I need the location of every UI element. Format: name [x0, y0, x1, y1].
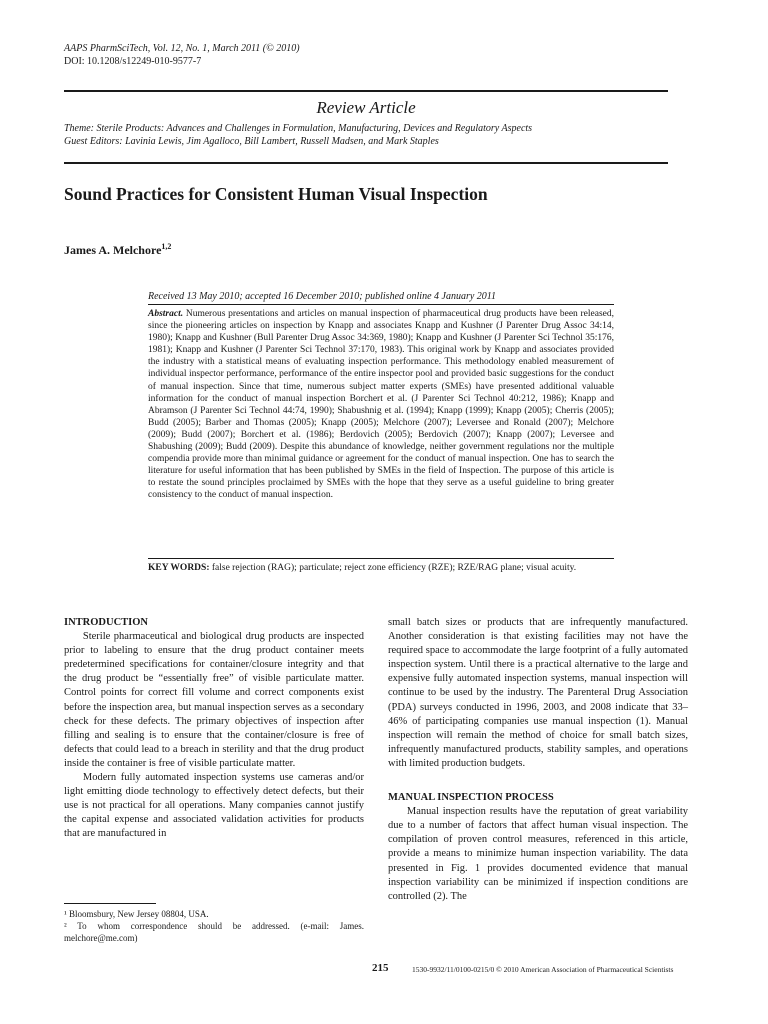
theme-line: Theme: Sterile Products: Advances and Challenges in Formulation, Manufacturing, Devices and Regulatory Aspects: [64, 123, 533, 134]
intro-paragraph-1: Sterile pharmaceutical and biological drug products are inspected prior to labeling to ensure that the drug product container meets predetermined specifications for container/closure integrity and that the drug product be “essentially free” of visible particulate matter. Control points for correct fill volume and correct components exist before the inspection area, but manual inspection serves as a secondary check for these defects. The primary objectives of inspection after filling and sealing is to ensure that the container/closure is free of defects that could lead to a breach in sterility and that the drug product inside the container is free of visible particulate matter.: [64, 631, 364, 769]
author-affiliations: 1,2: [161, 242, 172, 251]
right-column: [388, 616, 688, 904]
received-dates: Received 13 May 2010; accepted 16 December 2010; published online 4 January 2011: [148, 291, 497, 302]
abstract-top-rule: [148, 304, 614, 305]
article-type: Review Article: [316, 98, 416, 117]
author-name: James A. Melchore: [64, 243, 162, 257]
page-number: 215: [372, 962, 389, 974]
left-column: [64, 616, 364, 842]
theme-block: [64, 122, 532, 148]
footnote-rule: [64, 903, 156, 904]
paper-title: Sound Practices for Consistent Human Visual Inspection: [64, 184, 488, 204]
manual-inspection-heading: MANUAL INSPECTION PROCESS: [388, 792, 554, 804]
footnote-2: ² To whom correspondence should be addressed. (e-mail: James. melchore@me.com): [64, 921, 364, 943]
header-top-rule: [64, 90, 668, 92]
abstract: [148, 308, 614, 502]
abstract-text: Numerous presentations and articles on manual inspection of pharmaceutical drug products have been released, since the pioneering articles on inspection by Knapp and associates Knapp and Kushner (J Parenter Drug Assoc 34:14, 1980); Knapp and Kushner (Bull Parenter Drug Assoc 34:369, 1980); Knapp and Kushner (J Parenter Sci Technol 35:176, 1981); Knapp and Kushner (J Parenter Sci Technol 37:170, 1983). This original work by Knapp and associates provided the industry with a statistical means of evaluating inspection performance. This methodology enabled measurement of individual inspector performance, performance of the entire inspector pool and provided basic suggestions for the conduct of manual inspection. Since that time, numerous subject matter experts (SMEs) have presented additional valuable information for the conduct of manual inspection Borchert et al. (J Parenter Sci Technol 40:212, 1986); Knapp and Abramson (J Parenter Sci Technol 44:74, 1990); Shabushnig et al. (1994); Knapp (1999); Knapp (2005); Cherris (2005); Budd (2005); Barber and Thomas (2005); Knapp (2005); Melchore (2007); Leversee and Ronald (2007); Melchore (2009); Budd (2007); Borchert et al. (1986); Berdovich (2005); Berdovich (2007); Knapp (2007); Leversee and Shabushing (2009); Budd (2009). Despite this abundance of knowledge, neither government regulations nor the multiple compendia provide more than minimal guidance or agreement for the conduct of manual inspection. One has to search the literature for useful information that has been published by SMEs in the field of Inspection. The purpose of this article is to restate the sound principles proclaimed by SMEs with the hope that they serve as a useful guideline to bring greater consistency to the conduct of manual inspection.: [148, 309, 615, 501]
issn-copyright: 1530-9932/11/0100-0215/0 © 2010 American Association of Pharmaceutical Scientists: [412, 965, 674, 974]
doi[interactable]: DOI: 10.1208/s12249-010-9577-7: [64, 56, 202, 67]
intro-paragraph-2: Modern fully automated inspection systems use cameras and/or light emitting diode technology to effectively detect defects, but their use is not practical for all operations. Many companies cannot justify the capital expense and associated validation activities for products that are manufactured in: [64, 772, 364, 840]
journal-header: [64, 42, 300, 68]
keywords: [148, 562, 614, 574]
footnotes: [64, 908, 364, 944]
abstract-bottom-rule: [148, 558, 614, 559]
author-line: [64, 242, 171, 258]
keywords-text: false rejection (RAG); particulate; reject zone efficiency (RZE); RZE/RAG plane; visual acuity.: [211, 563, 577, 573]
journal-citation: AAPS PharmSciTech, Vol. 12, No. 1, March 2011 (© 2010): [64, 43, 300, 54]
right-paragraph-1: small batch sizes or products that are infrequently manufactured. Another consideration is that existing facilities may not have the required space to accommodate the large footprint of a fully automated inspection system. Until there is a practical alternative to the large and expensive fully automated inspection systems, manual inspection will continue to be used by the industry. The Parenteral Drug Association (PDA) surveys conducted in 1996, 2003, and 2008 indicate that 33–46% of participating companies use manual inspection (1). Manual inspection will remain the method of choice for small batch sizes, infrequently manufactured products, stability samples, and operations with limited production budgets.: [388, 617, 688, 769]
guest-editors-line: Guest Editors: Lavinia Lewis, Jim Agalloco, Bill Lambert, Russell Madsen, and Mark Staples: [64, 136, 439, 147]
right-paragraph-2: Manual inspection results have the reputation of great variability due to a number of factors that affect human visual inspection. The compilation of proven control measures, referenced in this article, provide a means to minimize human inspection variability. The data presented in Fig. 1 provides documented evidence that manual inspection variability can be minimized if inspection conditions are controlled (2). The: [388, 806, 688, 902]
footnote-1: ¹ Bloomsbury, New Jersey 08804, USA.: [64, 909, 209, 919]
introduction-heading: INTRODUCTION: [64, 617, 149, 628]
keywords-label: KEY WORDS:: [148, 563, 210, 573]
header-bottom-rule: [64, 162, 668, 164]
abstract-label: Abstract.: [148, 309, 184, 319]
